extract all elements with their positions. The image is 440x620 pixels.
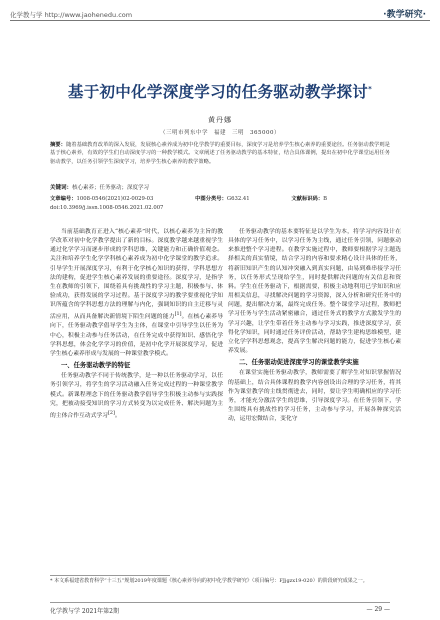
right-column xyxy=(228,228,401,424)
clc-number: 中图分类号：G632.41 xyxy=(195,196,250,202)
section-1-continued-paragraph: 任务驱动教学的基本要特征是以学生为本，将学习内容设计在具体的学习任务中，以学习任务为主线，通过任务引领，问题驱动来推进整个学习进程。在教学实施过程中，教师要根据学习主题选择相关的真实情境，结合学习的内容和要求精心设计具体的任务，将新旧知识产生的认知冲突融入到真实问题，由易到难串接学习任务，以任务形式呈现给学生，同时提供解决问题的有关信息和资料。学生在任务驱动下，根据需要，积极主动地利用已学知识和应用相关信息，寻找解决问题的学习资源，深入分析和研究任务中的问题，提出解决方案，最终完成任务。整个课堂学习过程，教师把学习任务与学生活动紧密融合，通过任务式的教学方式激发学生的学习兴趣，让学生带着任务主动参与学习实践，推进深度学习，获得化学知识，同时通过任务评价活动，帮助学生建构思维模型，建立化学学科思想观念，提高学生解决问题的能力，促进学生核心素养发展。 xyxy=(228,229,401,355)
footnote-rule xyxy=(50,575,170,576)
section-2-paragraph: 在课堂实施任务驱动教学，教师需要了解学生对知识掌握情况的基础上，结合具体课程的教学内容创设出合理的学习任务，将其作为课堂教学的主线贯彻进去，同时，要让学生明确相应的学习任务，才能充分激活学生的思维，引导深度学习。在任务引领下，学生围绕具有挑战性的学习任务，主动参与学习，开展各种探究活动，运用宏微结合，变化守 xyxy=(228,370,401,423)
article-title xyxy=(0,80,440,102)
footnote: * 本文系福建省教育科学“十三五”规划2019年度课题《核心素养导向的初中化学教学研究》（项目编号：FJjgzx19-020）的阶段研究成果之一。 xyxy=(50,578,368,584)
article-meta xyxy=(50,194,390,202)
doi: doi:10.3969/j.issn.1008-0546.2021.02.007 xyxy=(50,205,164,211)
running-header xyxy=(10,10,430,22)
page-number: — 29 — xyxy=(366,606,390,613)
journal-name: 化学教与学 http://www.jaohenedu.com xyxy=(10,11,133,19)
citation-1: [1] xyxy=(174,312,182,318)
abstract xyxy=(50,141,390,166)
section-heading-2: 二、任务驱动促进深度学习的课堂教学实施 xyxy=(239,359,359,367)
page-footer xyxy=(50,602,390,615)
article-number: 文章编号：1008-0546(2021)02-0029-03 xyxy=(50,196,154,202)
title-text: 基于初中化学深度学习的任务驱动教学探讨 xyxy=(67,83,369,101)
title-footnote-mark: * xyxy=(368,84,373,93)
keywords xyxy=(50,183,390,191)
document-code: 文献标识码：B xyxy=(291,196,328,202)
author-name: 黄丹娜 xyxy=(208,116,232,124)
section-1-paragraph: 任务驱动教学不同于传统教学，是一种以任务驱动学习，以任务引领学习，将学生的学习活动融入任务完成过程的一种课堂教学模式。新课程理念下的任务驱动教学倡导学生积极主动参与实践探究，把被动接受知识的学习方式转变为以完成任务、解决问题为主的主体合作互动式学习[2]。 xyxy=(50,373,223,419)
intro-paragraph: 当前基础教育正进入“核心素养”时代，以核心素养为主旨的教学改革对初中化学教学提出了新的目标。深度教学越来越重视学生通过化学学习而逐步形成的学科思维，关键能力和正确价值观念。关注和培养学生化学学科核心素养成为初中化学课堂的教学追求。引导学生开展深度学习，有利于化学核心知识的获得，学科思想方法的建构，促进学生核心素养发展的重要途径。深度学习，是指学生在教师的引领下，围绕着具有挑战性的学习主题，积极参与、体验成功，获得发展的学习过程。基于深度学习的教学要重视化学知识所蕴含的学科思想方法的理解与内化，强调知识的自主迁移与灵活应用，从而具备解决新情境下陌生问题的能力[1]。在核心素养导向下，任务驱动教学倡导学生为主体，在课堂中引导学生以任务为中心，积极主动参与任务活动，在任务完成中获得知识、感悟化学学科思想，体会化学学习的价值，是初中化学开展深度学习，促进学生核心素养形成与发展的一种课堂教学模式。 xyxy=(50,229,223,357)
keywords-label: 关键词： xyxy=(50,185,73,191)
abstract-text: 随着基础教育改革的深入发展，发展核心素养成为初中化学教学的重要目标，深度学习是培养学生核心素养的重要途径。任务驱动教学则是基于核心素养，有效的学生们自动深度学习的一种教学模式。文章阐述了任务驱动教学的基本特征，结合具体课例，提出在初中化学课堂运用任务驱动教学，以任务引领学生深度学习，培养学生核心素养的教学策略。 xyxy=(50,142,390,165)
section-heading-1: 一、任务驱动教学的特征 xyxy=(61,362,131,370)
footer-issue: 化学教与学 2021年第2期 xyxy=(50,608,119,615)
author-affiliation: （三明市列东中学 福建 三明 365000） xyxy=(160,130,280,136)
left-column xyxy=(50,228,223,421)
section-tag: ·教学研究· xyxy=(383,10,426,20)
keywords-text: 核心素养；任务驱动；深度学习 xyxy=(72,185,150,191)
citation-2: [2] xyxy=(107,410,115,416)
header-rule xyxy=(10,20,430,21)
abstract-label: 摘要： xyxy=(50,142,66,148)
